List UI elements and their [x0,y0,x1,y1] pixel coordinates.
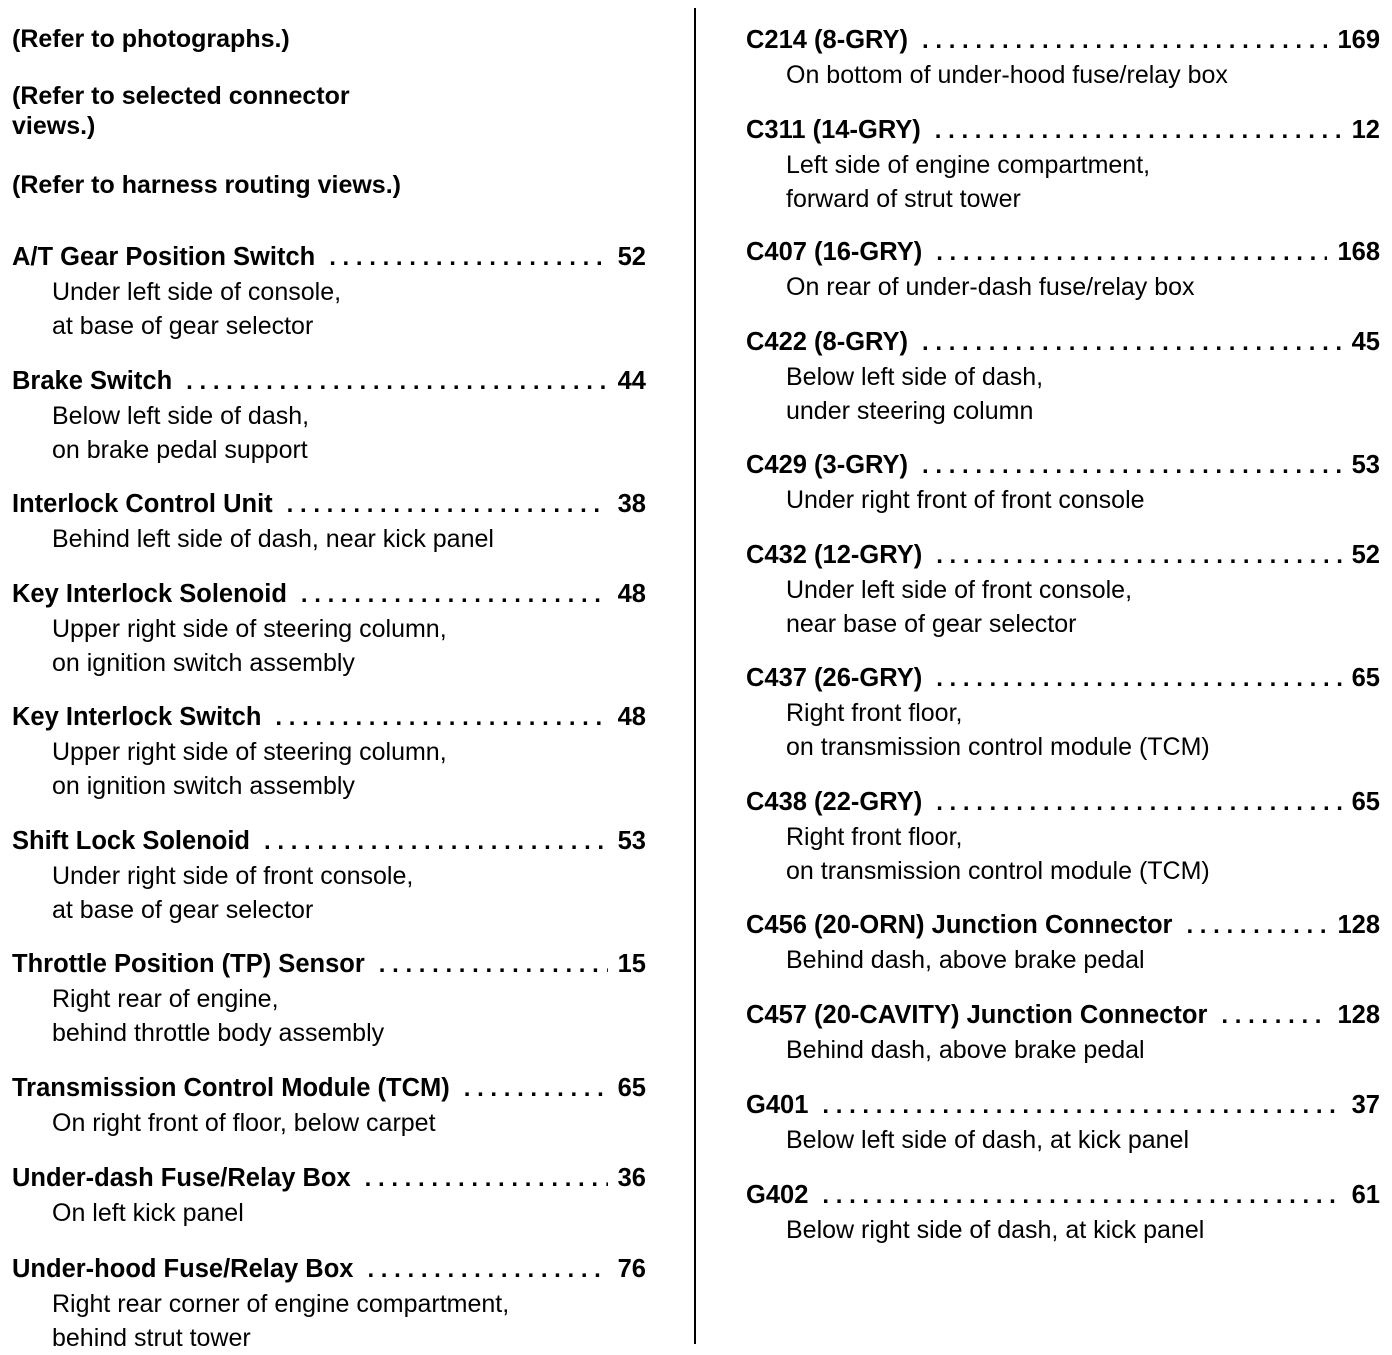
component-entry [12,1071,646,1140]
location-line: Below right side of dash, at kick panel [786,1216,1205,1244]
location-line: on transmission control module (TCM) [786,733,1210,761]
location-line: Below left side of dash, [52,402,310,430]
refer-photographs-note: (Refer to photographs.) [12,25,290,53]
connector-title: C422 (8-GRY) [746,328,909,356]
location-line: Behind left side of dash, near kick panel [52,525,494,553]
location-line: Right front floor, [786,823,963,851]
component-entry [12,364,646,467]
location-line: behind strut tower [52,1324,251,1352]
location-line: Right front floor, [786,699,963,727]
location-line: Below left side of dash, at kick panel [786,1126,1190,1154]
connector-title: C437 (26-GRY) [746,664,923,692]
location-line: Under left side of front console, [786,576,1133,604]
connector-title: C438 (22-GRY) [746,788,923,816]
page-number: 53 [617,827,646,855]
page-number: 52 [1351,541,1380,569]
leader-dots [822,1088,1341,1123]
component-entry [12,947,646,1050]
page-number: 169 [1337,26,1380,54]
page-number: 36 [617,1164,646,1192]
leader-dots [275,700,607,735]
leader-dots [822,1178,1341,1213]
connector-title: C214 (8-GRY) [746,26,909,54]
leader-dots [922,448,1342,483]
ground-title: G402 [746,1181,809,1209]
location-line: Under left side of console, [52,278,342,306]
leader-dots [379,947,608,982]
leader-dots [464,1071,608,1106]
location-line: Right rear of engine, [52,985,279,1013]
page-number: 12 [1351,116,1380,144]
location-line: at base of gear selector [52,312,314,340]
leader-dots [365,1161,608,1196]
location-line: forward of strut tower [786,185,1021,213]
connector-entry [746,661,1380,764]
leader-dots [367,1252,607,1287]
component-title: Interlock Control Unit [12,490,273,518]
ground-entry [746,1088,1380,1157]
leader-dots [287,487,608,522]
page-number: 52 [617,243,646,271]
component-title: Shift Lock Solenoid [12,827,251,855]
component-title: Brake Switch [12,367,173,395]
location-line: on ignition switch assembly [52,649,355,677]
connector-entry [746,23,1380,92]
connector-title: C457 (20-CAVITY) Junction Connector [746,1001,1208,1029]
leader-dots [936,785,1341,820]
page-number: 45 [1351,328,1380,356]
page-number: 37 [1351,1091,1380,1119]
location-line: near base of gear selector [786,610,1077,638]
leader-dots [186,364,607,399]
page-number: 38 [617,490,646,518]
component-title: Under-dash Fuse/Relay Box [12,1164,351,1192]
component-entry [12,824,646,927]
location-line: Right rear corner of engine compartment, [52,1290,510,1318]
location-line: Upper right side of steering column, [52,615,447,643]
page-number: 44 [617,367,646,395]
component-entry [12,1252,646,1355]
component-entry [12,240,646,343]
leader-dots [922,325,1342,360]
connector-entry [746,908,1380,977]
location-line: On right front of floor, below carpet [52,1109,436,1137]
component-title: Under-hood Fuse/Relay Box [12,1255,354,1283]
leader-dots [1186,908,1327,943]
location-line: On left kick panel [52,1199,244,1227]
page-number: 61 [1351,1181,1380,1209]
location-line: on ignition switch assembly [52,772,355,800]
connector-title: C311 (14-GRY) [746,116,921,144]
connector-title: C429 (3-GRY) [746,451,909,479]
page-number: 168 [1337,238,1380,266]
page-number: 76 [617,1255,646,1283]
page-number: 128 [1337,911,1380,939]
location-line: Behind dash, above brake pedal [786,946,1145,974]
location-line: Upper right side of steering column, [52,738,447,766]
leader-dots [329,240,607,275]
ground-title: G401 [746,1091,809,1119]
page-number: 128 [1337,1001,1380,1029]
page-number: 65 [1351,664,1380,692]
connector-entry [746,538,1380,641]
leader-dots [936,235,1327,270]
page-number: 53 [1351,451,1380,479]
leader-dots [301,577,608,612]
leader-dots [264,824,608,859]
connector-entry [746,448,1380,517]
connector-entry [746,235,1380,304]
location-line: under steering column [786,397,1034,425]
component-title: Key Interlock Solenoid [12,580,287,608]
component-entry [12,700,646,803]
leader-dots [936,661,1341,696]
connector-entry [746,325,1380,428]
leader-dots [935,113,1342,148]
location-line: On rear of under-dash fuse/relay box [786,273,1195,301]
leader-dots [1221,998,1327,1033]
connector-title: C456 (20-ORN) Junction Connector [746,911,1173,939]
component-title: A/T Gear Position Switch [12,243,316,271]
connector-entry [746,113,1380,216]
leader-dots [922,23,1327,58]
page-number: 65 [1351,788,1380,816]
page-number: 15 [617,950,646,978]
connector-entry [746,998,1380,1067]
component-title: Transmission Control Module (TCM) [12,1074,450,1102]
component-entry [12,577,646,680]
location-line: behind throttle body assembly [52,1019,385,1047]
page-number: 48 [617,703,646,731]
leader-dots [936,538,1341,573]
ground-entry [746,1178,1380,1247]
location-line: at base of gear selector [52,896,314,924]
location-line: Behind dash, above brake pedal [786,1036,1145,1064]
page-number: 48 [617,580,646,608]
component-title: Throttle Position (TP) Sensor [12,950,365,978]
location-line: Under right front of front console [786,486,1145,514]
location-line: Below left side of dash, [786,363,1044,391]
location-line: On bottom of under-hood fuse/relay box [786,61,1228,89]
connector-title: C432 (12-GRY) [746,541,923,569]
location-line: on transmission control module (TCM) [786,857,1210,885]
location-line: on brake pedal support [52,436,308,464]
page-number: 65 [617,1074,646,1102]
refer-harness-routing-note: (Refer to harness routing views.) [12,171,401,199]
location-line: Left side of engine compartment, [786,151,1151,179]
column-divider [694,8,696,1344]
refer-connector-views-note: (Refer to selected connector views.) [12,82,350,140]
component-entry [12,1161,646,1230]
component-entry [12,487,646,556]
component-title: Key Interlock Switch [12,703,262,731]
connector-title: C407 (16-GRY) [746,238,923,266]
location-line: Under right side of front console, [52,862,414,890]
connector-entry [746,785,1380,888]
